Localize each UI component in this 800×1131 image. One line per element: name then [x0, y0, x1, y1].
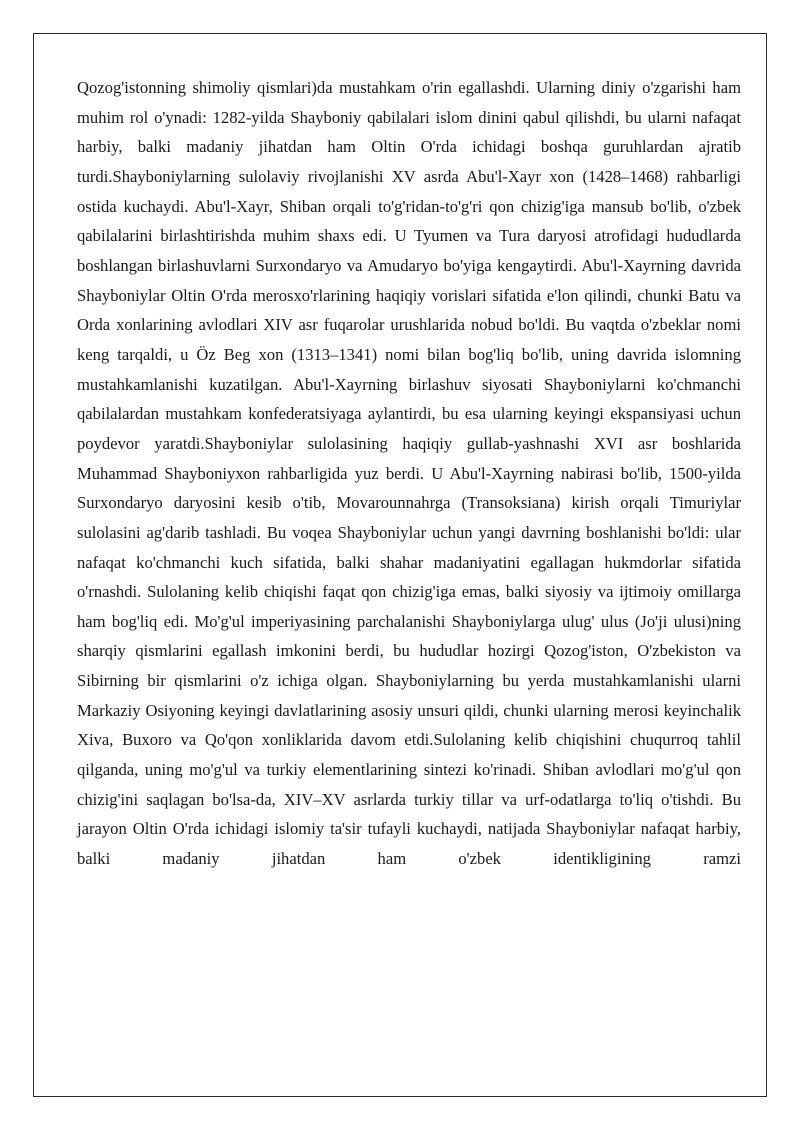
body-paragraph: Qozog'istonning shimoliy qismlari)da mustahkam o'rin egallashdi. Ularning diniy o'zgarishi ham muhim rol o'ynadi: 1282-yilda Shayboniy qabilalari islom dinini qabul qilishdi, bu ularni nafaqat harbiy, balki madaniy jihatdan ham Oltin O'rda ichidagi boshqa guruhlardan ajratib turdi.Shayboniylarning sulolaviy rivojlanishi XV asrda Abu'l-Xayr xon (1428–1468) rahbarligi ostida kuchaydi. Abu'l-Xayr, Shiban orqali to'g'ridan-to'g'ri qon chizig'iga mansub bo'lib, o'zbek qabilalarini birlashtirishda muhim shaxs edi. U Tyumen va Tura daryosi atrofidagi hududlarda boshlangan birlashuvlarni Surxondaryo va Amudaryo bo'yiga kengaytirdi. Abu'l-Xayrning davrida Shayboniylar Oltin O'rda merosxo'rlarining haqiqiy vorislari sifatida e'lon qilindi, chunki Batu va Orda xonlarining avlodlari XIV asr fuqarolar urushlarida nobud bo'ldi. Bu vaqtda o'zbeklar nomi keng tarqaldi, u Öz Beg xon (1313–1341) nomi bilan bog'liq bo'lib, uning davrida islomning mustahkamlanishi kuzatilgan. Abu'l-Xayrning birlashuv siyosati Shayboniylarni ko'chmanchi qabilalardan mustahkam konfederatsiyaga aylantirdi, bu esa ularning keyingi ekspansiyasi uchun poydevor yaratdi.Shayboniylar sulolasining haqiqiy gullab-yashnashi XVI asr boshlarida Muhammad Shayboniyxon rahbarligida yuz berdi. U Abu'l-Xayrning nabirasi bo'lib, 1500-yilda Surxondaryo daryosini kesib o'tib, Movarounnahrga (Transoksiana) kirish orqali Timuriylar sulolasini ag'darib tashladi. Bu voqea Shayboniylar uchun yangi davrning boshlanishi bo'ldi: ular nafaqat ko'chmanchi kuch sifatida, balki shahar madaniyatini egallagan hukmdorlar sifatida o'rnashdi. Sulolaning kelib chiqishi faqat qon chizig'iga emas, balki siyosiy va ijtimoiy omillarga ham bog'liq edi. Mo'g'ul imperiyasining parchalanishi Shayboniylarga ulug' ulus (Jo'ji ulusi)ning sharqiy qismlarini egallash imkonini berdi, bu hududlar hozirgi Qozog'iston, O'zbekiston va Sibirning bir qismlarini o'z ichiga olgan. Shayboniylarning bu yerda mustahkamlanishi ularni Markaziy Osiyoning keyingi davlatlarining asosiy unsuri qildi, chunki ularning merosi keyinchalik Xiva, Buxoro va Qo'qon xonliklarida davom etdi.Sulolaning kelib chiqishini chuqurroq tahlil qilganda, uning mo'g'ul va turkiy elementlarining sintezi ko'rinadi. Shiban avlodlari mo'g'ul qon chizig'ini saqlagan bo'lsa-da, XIV–XV asrlarda turkiy tillar va urf-odatlarga to'liq o'tishdi. Bu jarayon Oltin O'rda ichidagi islomiy ta'sir tufayli kuchaydi, natijada Shayboniylar nafaqat harbiy, balki madaniy jihatdan ham o'zbek identikligining ramzi: [77, 78, 741, 869]
